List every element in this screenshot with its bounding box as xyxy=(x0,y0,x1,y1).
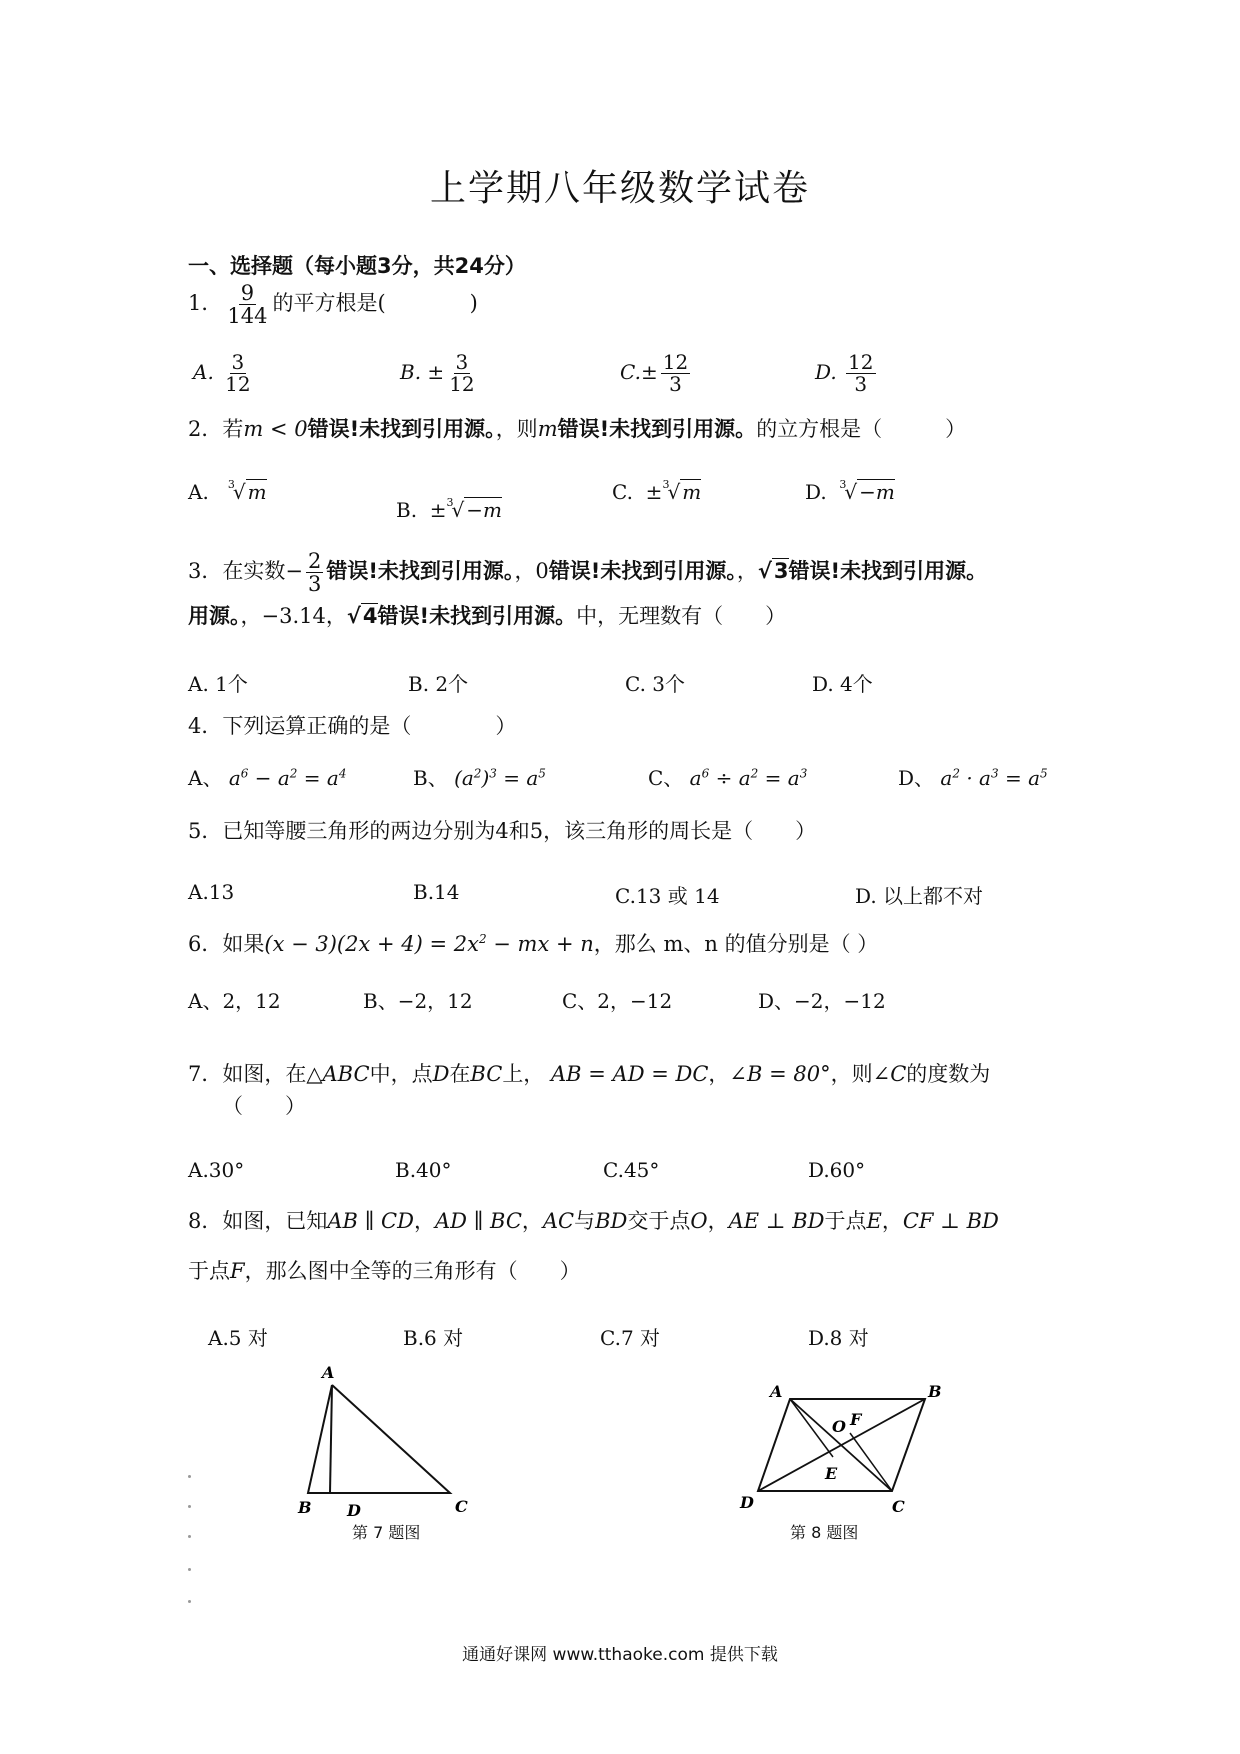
option-d: D、 $a^2 \cdot a^3 = a^5$ xyxy=(898,766,1048,790)
option-a: A.13 xyxy=(188,880,235,904)
question-4: 4．下列运算正确的是（ ） xyxy=(188,714,517,738)
question-text: 的平方根是( ) xyxy=(272,291,478,316)
label-a: A xyxy=(770,1382,783,1401)
label-e: E xyxy=(825,1464,838,1483)
question-3: 3．在实数− $\frac{2}{3}$ 错误!未找到引用源。，0错误!未找到引用源。，√3错误!未找到引用源。 xyxy=(188,549,988,597)
option-a: A. $^3$√ m xyxy=(188,478,267,504)
question-2: 2．若m < 0错误!未找到引用源。，则m错误!未找到引用源。的立方根是（ ） xyxy=(188,417,967,441)
option-d: D. 4个 xyxy=(812,672,873,696)
figure-8-parallelogram xyxy=(730,1375,950,1520)
option-a: A. 1个 xyxy=(188,672,248,696)
question-number: 1． xyxy=(188,291,223,316)
page-title: 上学期八年级数学试卷 xyxy=(429,168,810,209)
option-c: C.13 或 14 xyxy=(615,884,720,908)
option-a: A、2，12 xyxy=(188,989,281,1013)
option-b: B.14 xyxy=(413,880,460,904)
label-c: C xyxy=(892,1497,905,1516)
option-a: A.30° xyxy=(188,1158,245,1182)
question-5: 5．已知等腰三角形的两边分别为4和5，该三角形的周长是（ ） xyxy=(188,819,817,843)
option-d: D、−2，−12 xyxy=(758,989,886,1013)
scan-dot xyxy=(188,1600,191,1603)
scan-dot xyxy=(188,1505,191,1508)
scan-dot xyxy=(188,1535,191,1538)
footer-text: 通通好课网 www.tthaoke.com 提供下载 xyxy=(462,1645,778,1665)
label-a: A xyxy=(322,1363,335,1382)
option-d: D.8 对 xyxy=(808,1326,869,1350)
section-heading: 一、选择题（每小题3分，共24分） xyxy=(188,254,526,278)
figure-7-caption: 第 7 题图 xyxy=(352,1523,421,1542)
option-b: B. 2个 xyxy=(408,672,469,696)
label-c: C xyxy=(455,1497,468,1516)
scan-dot xyxy=(188,1475,191,1478)
label-b: B xyxy=(298,1498,312,1517)
option-c: C、2，−12 xyxy=(562,989,673,1013)
label-b: B xyxy=(928,1382,942,1401)
question-1 xyxy=(188,282,478,327)
question-8-line-2: 于点F，那么图中全等的三角形有（ ） xyxy=(188,1259,581,1283)
question-6: 6．如果$(x - 3)(2x + 4) = 2x^2$ − mx + n，那么 m、n 的值分别是（ ） xyxy=(188,932,879,956)
option-b: B、 $(a^2)^3 = a^5$ xyxy=(413,766,546,790)
option-d: D.60° xyxy=(808,1158,866,1182)
option-d: D. 以上都不对 xyxy=(855,884,984,908)
option-b: B.6 对 xyxy=(403,1326,464,1350)
option-c: C.± $\frac{12}{3}$ xyxy=(620,350,689,396)
label-o: O xyxy=(832,1417,846,1436)
option-c: C. 3个 xyxy=(625,672,686,696)
option-b: B、−2，12 xyxy=(363,989,473,1013)
option-c: C. ±$^3$√ m xyxy=(612,478,702,504)
question-7: 7．如图，在△ABC中，点D在BC上， AB = AD = DC，∠B = 80°，则∠C的度数为 xyxy=(188,1062,991,1086)
label-d: D xyxy=(347,1501,361,1520)
option-c: C.45° xyxy=(603,1158,660,1182)
fraction: $\frac{9}{144}$ xyxy=(227,281,268,329)
figure-7-triangle xyxy=(290,1360,480,1520)
question-7-paren: （ ） xyxy=(222,1094,306,1118)
option-a: A、 $a^6 - a^2 = a^4$ xyxy=(188,766,347,790)
label-d: D xyxy=(740,1493,754,1512)
scan-dot xyxy=(188,1568,191,1571)
option-b: B.40° xyxy=(395,1158,452,1182)
option-d: D. $^3$√ −m xyxy=(805,478,895,504)
option-b: B. ±$^3$√ −m xyxy=(396,496,503,522)
label-f: F xyxy=(850,1410,862,1429)
option-b: B. ± $\frac{3}{12}$ xyxy=(400,350,475,396)
option-d: D. $\frac{12}{3}$ xyxy=(815,350,874,396)
option-a: A.5 对 xyxy=(208,1326,268,1350)
option-c: C、 $a^6 \div a^2 = a^3$ xyxy=(648,766,808,790)
option-a: A. $\frac{3}{12}$ xyxy=(193,350,251,396)
figure-8-caption: 第 8 题图 xyxy=(790,1523,859,1542)
question-8: 8．如图，已知AB ∥ CD，AD ∥ BC，AC与BD交于点O，AE ⊥ BD于点E，CF ⊥ BD xyxy=(188,1209,999,1233)
question-3-line-2: 用源。，−3.14，√4错误!未找到引用源。中，无理数有（ ） xyxy=(188,604,787,628)
option-c: C.7 对 xyxy=(600,1326,661,1350)
